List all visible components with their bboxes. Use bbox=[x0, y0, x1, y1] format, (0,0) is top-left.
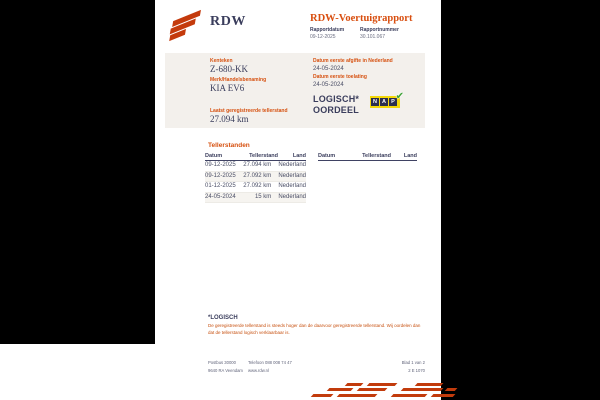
report-title: RDW-Voertuigrapport bbox=[310, 13, 413, 24]
table-header-row bbox=[318, 151, 417, 161]
nap-letter-a: A bbox=[380, 98, 388, 106]
left-letterbox bbox=[0, 0, 155, 344]
tellerstand-label: Laatst geregistreerde tellerstand bbox=[210, 108, 288, 114]
header-tellerstand: Tellerstand bbox=[249, 153, 278, 159]
cell-land: Nederland bbox=[278, 162, 306, 168]
cell-datum: 01-12-2025 bbox=[205, 183, 236, 189]
report-date-value: 09-12-2025 bbox=[310, 34, 336, 40]
footer-address-line2: 9640 RA Veendam bbox=[208, 368, 243, 373]
afgifte-label: Datum eerste afgifte in Nederland bbox=[313, 58, 393, 64]
rdw-wordmark: RDW bbox=[210, 14, 247, 29]
header-datum: Datum bbox=[318, 153, 336, 159]
cell-datum: 09-12-2025 bbox=[205, 162, 236, 168]
cell-tellerstand: 27.094 km bbox=[243, 162, 272, 168]
report-date-label: Rapportdatum bbox=[310, 27, 345, 33]
table-header-row bbox=[205, 151, 306, 161]
nap-logo bbox=[370, 91, 404, 108]
nap-check-icon: ✔ bbox=[395, 91, 404, 102]
footer-stripes-decoration bbox=[312, 383, 462, 400]
toelating-value: 24-05-2024 bbox=[313, 81, 344, 88]
cell-datum: 09-12-2025 bbox=[205, 172, 236, 179]
header-land: Land bbox=[403, 153, 417, 159]
cell-tellerstand: 27.092 km bbox=[243, 183, 272, 189]
logisch-note-line2: dat de tellerstand logisch verklaarbaar is. bbox=[208, 330, 290, 335]
toelating-label: Datum eerste toelating bbox=[313, 74, 367, 80]
meter-readings-table bbox=[205, 151, 306, 203]
cell-land: Nederland bbox=[278, 183, 306, 189]
report-number-value: 30.101.067 bbox=[360, 34, 386, 40]
header-tellerstand: Tellerstand bbox=[362, 153, 391, 159]
footer-page-number: Blad 1 van 2 bbox=[401, 360, 425, 365]
right-letterbox bbox=[441, 0, 600, 400]
kenteken-value: Z-680-KK bbox=[210, 64, 248, 74]
nap-letter-n: N bbox=[371, 98, 379, 106]
kenteken-label: Kenteken bbox=[210, 58, 233, 64]
header-datum: Datum bbox=[205, 153, 223, 159]
table-row bbox=[205, 172, 306, 183]
logisch-note-title: *LOGISCH bbox=[208, 315, 238, 321]
meter-readings-table-empty bbox=[318, 151, 417, 161]
table-row bbox=[205, 161, 306, 172]
rdw-logo-icon bbox=[162, 6, 213, 48]
table-row bbox=[205, 182, 306, 193]
cell-tellerstand: 15 km bbox=[254, 193, 272, 200]
cell-land: Nederland bbox=[278, 172, 306, 179]
afgifte-value: 24-05-2024 bbox=[313, 65, 344, 72]
oordeel-line2: OORDEEL bbox=[313, 105, 359, 115]
report-number-label: Rapportnummer bbox=[360, 27, 399, 33]
cell-land: Nederland bbox=[278, 193, 306, 200]
footer-website: www.rdw.nl bbox=[248, 368, 269, 373]
cell-datum: 24-05-2024 bbox=[205, 193, 236, 200]
header-land: Land bbox=[292, 153, 306, 159]
footer-form-code: 2 E 1070 bbox=[408, 368, 425, 373]
footer-phone: Telefoon 088 008 74 47 bbox=[248, 360, 292, 365]
tellerstand-value: 27.094 km bbox=[210, 114, 249, 124]
cell-tellerstand: 27.092 km bbox=[243, 172, 272, 179]
logisch-note-line1: De geregistreerde tellerstand is steeds hoger dan de daarvoor geregistreerde tellerstand. Wij oordelen dan bbox=[208, 323, 421, 328]
merk-label: Merk/Handelsbenaming bbox=[210, 77, 267, 83]
nap-letter-p: P bbox=[389, 98, 397, 106]
footer-address-line1: Postbus 30000 bbox=[208, 360, 236, 365]
meter-section-title: Tellerstanden bbox=[208, 142, 250, 149]
merk-value: KIA EV6 bbox=[210, 83, 245, 93]
table-row bbox=[205, 193, 306, 204]
oordeel-line1: LOGISCH* bbox=[313, 94, 360, 104]
